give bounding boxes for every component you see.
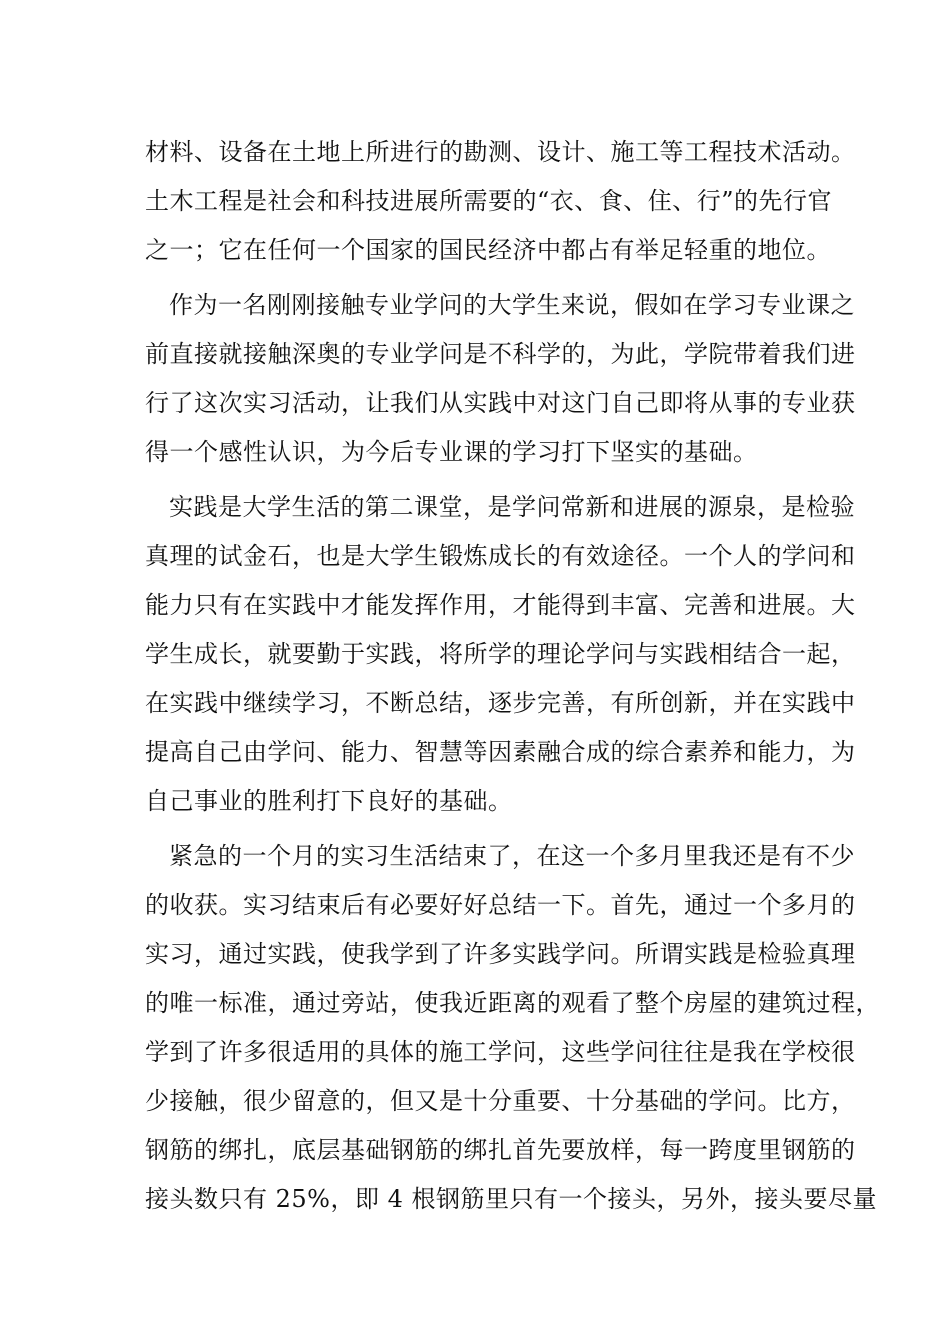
text-line: 自己事业的胜利打下良好的基础。: [145, 787, 513, 815]
text-line: 的收获。实习结束后有必要好好总结一下。首先，通过一个多月的: [145, 891, 856, 919]
text-line: 钢筋的绑扎，底层基础钢筋的绑扎首先要放样，每一跨度里钢筋的: [145, 1136, 856, 1164]
text-line: 接头数只有 25%，即 4 根钢筋里只有一个接头，另外，接头要尽量: [145, 1185, 877, 1213]
text-line: 的唯一标准，通过旁站，使我近距离的观看了整个房屋的建筑过程，: [145, 989, 880, 1017]
text-line: 紧急的一个月的实习生活结束了，在这一个多月里我还是有不少: [169, 842, 855, 870]
text-line: 实践是大学生活的第二课堂，是学问常新和进展的源泉，是检验: [169, 493, 855, 521]
text-line: 在实践中继续学习，不断总结，逐步完善，有所创新，并在实践中: [145, 689, 856, 717]
text-line: 学到了许多很适用的具体的施工学问，这些学问往往是我在学校很: [145, 1038, 856, 1066]
paragraph-3: [145, 483, 856, 826]
text-line: 学生成长，就要勤于实践，将所学的理论学问与实践相结合一起，: [145, 640, 856, 668]
text-line: 实习，通过实践，使我学到了许多实践学问。所谓实践是检验真理: [145, 940, 856, 968]
text-line: 之一；它在任何一个国家的国民经济中都占有举足轻重的地位。: [145, 236, 831, 264]
text-line: 少接触，很少留意的，但又是十分重要、十分基础的学问。比方，: [145, 1087, 856, 1115]
paragraph-1: [145, 128, 856, 275]
text-line: 行了这次实习活动，让我们从实践中对这门自己即将从事的专业获: [145, 389, 856, 417]
text-line: 能力只有在实践中才能发挥作用，才能得到丰富、完善和进展。大: [145, 591, 856, 619]
text-line: 土木工程是社会和科技进展所需要的“衣、食、住、行”的先行官: [145, 187, 833, 215]
paragraph-2: [145, 281, 856, 477]
text-line: 作为一名刚刚接触专业学问的大学生来说，假如在学习专业课之: [169, 291, 855, 319]
text-line: 得一个感性认识，为今后专业课的学习打下坚实的基础。: [145, 438, 758, 466]
text-line: 材料、设备在土地上所进行的勘测、设计、施工等工程技术活动。: [145, 138, 856, 166]
body-text: [145, 128, 880, 1224]
text-line: 提高自己由学问、能力、智慧等因素融合成的综合素养和能力，为: [145, 738, 856, 766]
paragraph-4: [145, 832, 880, 1224]
text-line: 前直接就接触深奥的专业学问是不科学的，为此，学院带着我们进: [145, 340, 856, 368]
text-line: 真理的试金石，也是大学生锻炼成长的有效途径。一个人的学问和: [145, 542, 856, 570]
